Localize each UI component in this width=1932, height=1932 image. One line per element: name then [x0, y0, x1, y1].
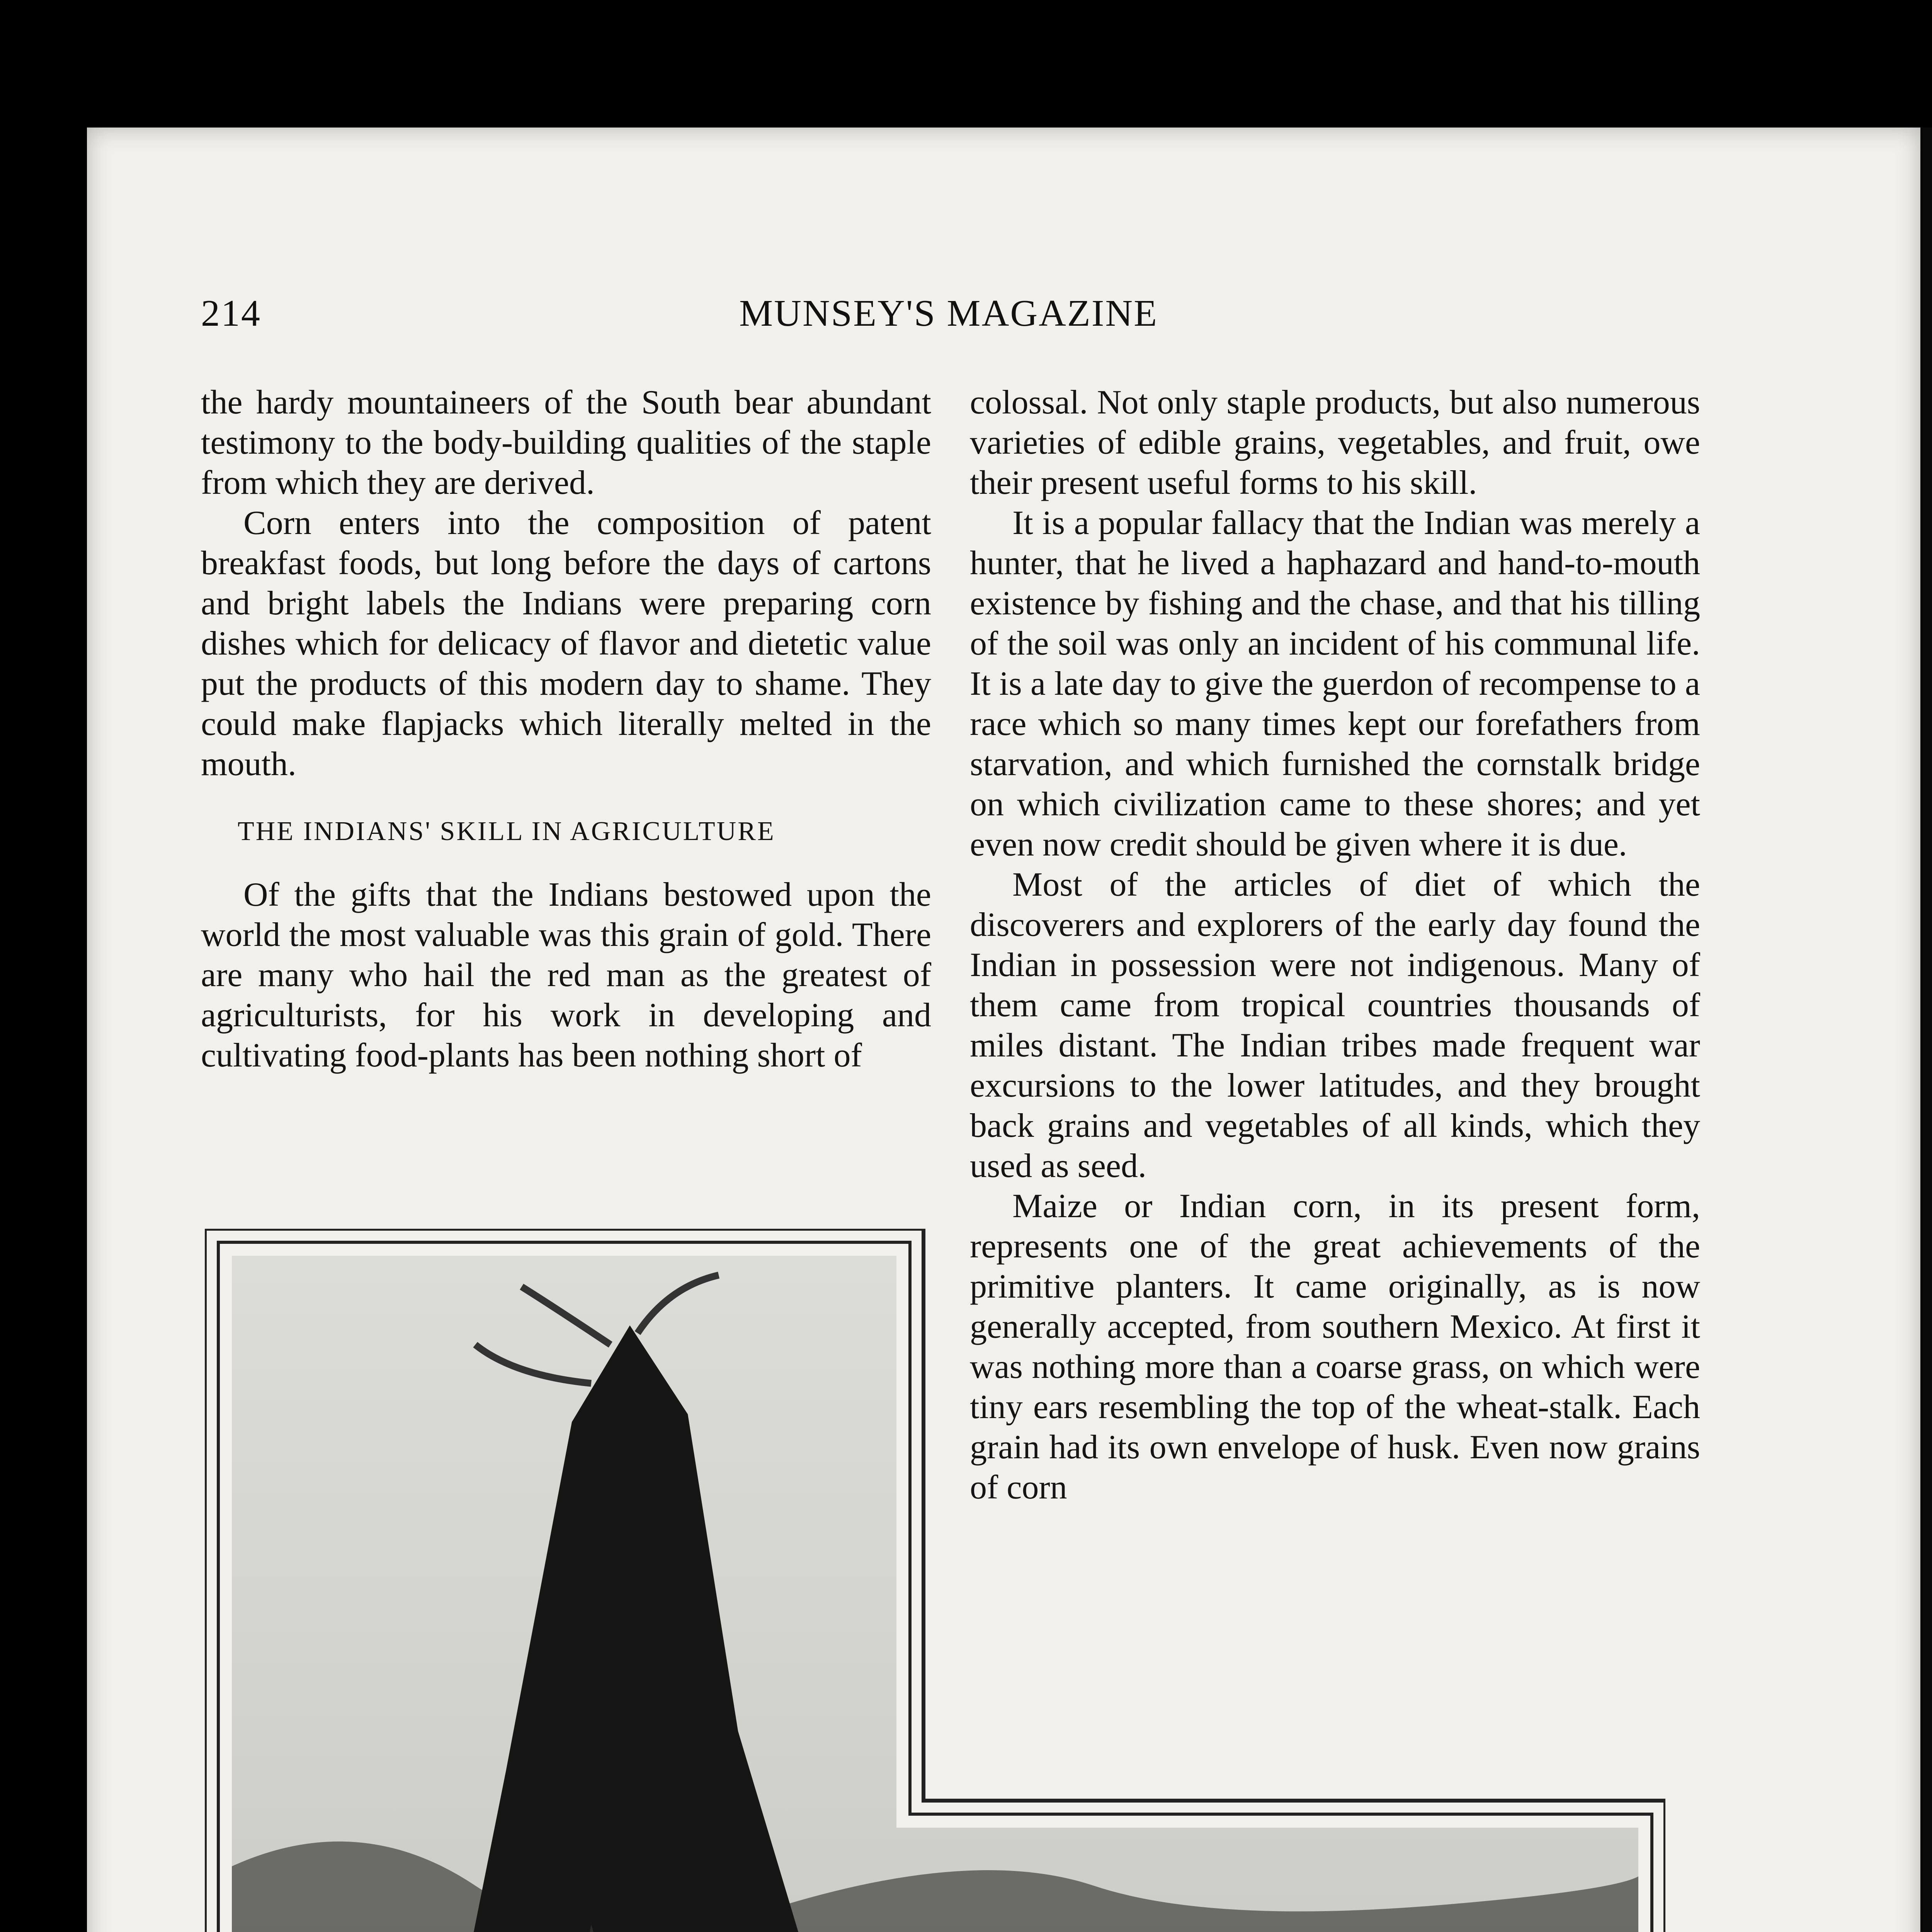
corn-shocks-photo — [205, 1229, 1665, 1932]
section-subheading: THE INDIANS' SKILL IN AGRICULTURE — [238, 816, 776, 846]
paragraph: colossal. Not only staple products, but also numerous varieties of edible grains, vegetables, and fruit, owe their present useful forms to his skill. — [970, 384, 1700, 502]
paragraph: It is a popular fallacy that the Indian was merely a hunter, that he lived a haphazard and hand-to-mouth existence by fishing and the chase, and that his tilling of the soil was only an incident of his communal life. It is a late day to give the guerdon of recompense to a race which so many times kept our forefathers from starvation, and which furnished the cornstalk bridge on which civilization came to these shores; and yet even now credit should be given where it is due. — [970, 504, 1700, 863]
left-text-column — [201, 383, 931, 1076]
paragraph: Most of the articles of diet of which the discoverers and explorers of the early day found the Indian in possession were not indigenous. Many of them came from tropical countries thousands of miles distant. The Indian tribes made frequent war excursions to the lower latitudes, and they brought back grains and vegetables of all kinds, which they used as seed. — [970, 866, 1700, 1185]
page-number: 214 — [201, 293, 261, 334]
paragraph: Of the gifts that the Indians bestowed upon the world the most valuable was this grain of gold. There are many who hail the red man as the greatest of agriculturists, for his work in developing and cultivating food-plants has been nothing short of — [201, 876, 931, 1074]
running-header — [201, 292, 1696, 338]
paragraph: Maize or Indian corn, in its present form, represents one of the great achievements of the primitive planters. It came originally, as is now generally accepted, from southern Mexico. At first it was nothing more than a coarse grass, on which were tiny ears resembling the top of the wheat-stalk. Each grain had its own envelope of husk. Even now grains of corn — [970, 1187, 1700, 1506]
book-spine — [1922, 128, 1932, 1932]
paragraph: Corn enters into the composition of patent breakfast foods, but long before the days of cartons and bright labels the Indians were preparing corn dishes which for delicacy of flavor and dietetic value put the products of this modern day to shame. They could make flapjacks which literally melted in the mouth. — [201, 504, 931, 783]
magazine-title: MUNSEY'S MAGAZINE — [739, 293, 1158, 334]
paragraph: the hardy mountaineers of the South bear abundant testimony to the body-building qualities of the staple from which they are derived. — [201, 384, 931, 502]
